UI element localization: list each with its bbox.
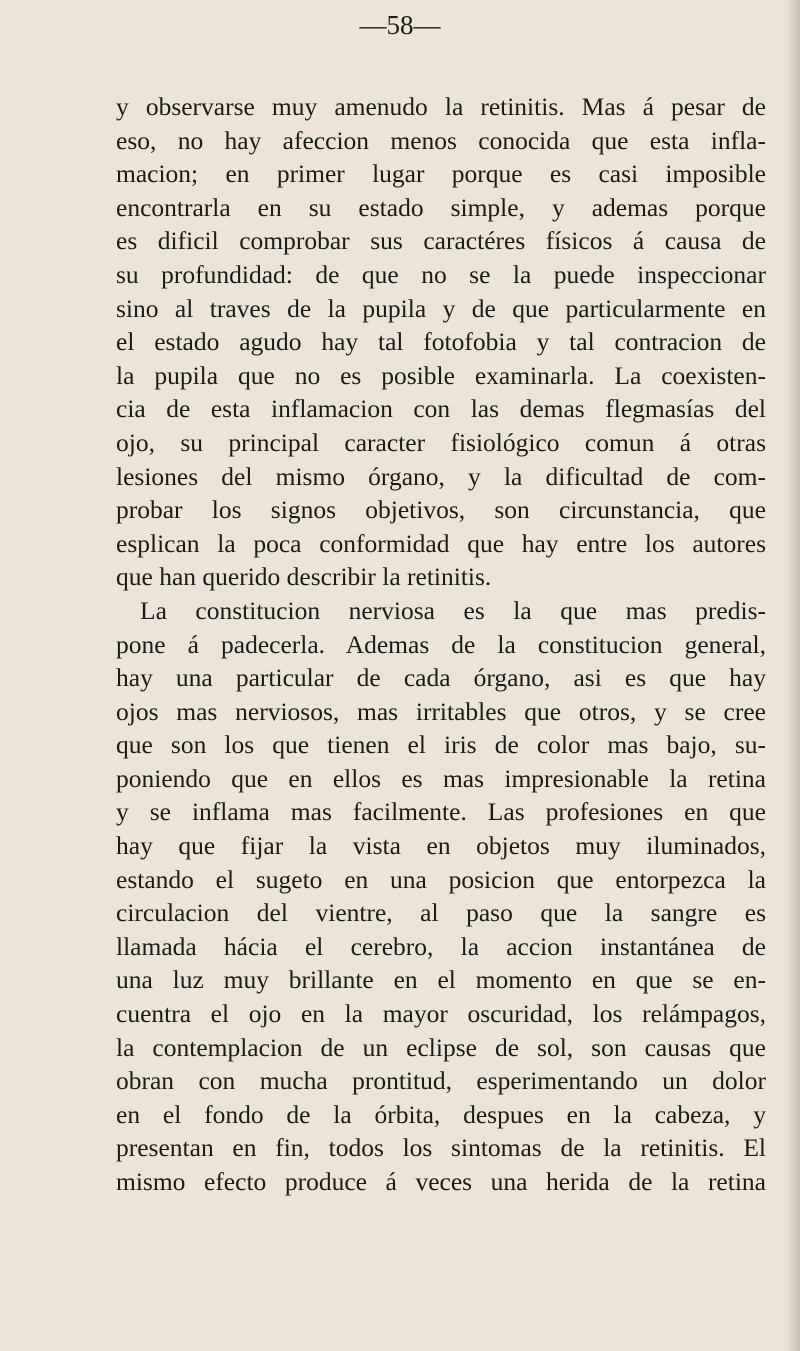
text-line: la pupila que no es posible examinarla. La coexisten- <box>116 360 766 390</box>
text-line: el estado agudo hay tal fotofobia y tal contracion de <box>116 327 766 357</box>
text-line: presentan en fin, todos los sintomas de la retinitis. El <box>116 1133 766 1163</box>
text-line: su profundidad: de que no se la puede inspeccionar <box>116 259 766 289</box>
text-line: cuentra el ojo en la mayor oscuridad, los relámpagos, <box>116 999 766 1029</box>
text-line: llamada hácia el cerebro, la accion instantánea de <box>116 931 766 961</box>
text-line: lesiones del mismo órgano, y la dificultad de com- <box>116 461 766 491</box>
paragraph-end-line: que han querido describir la retinitis. <box>116 562 492 592</box>
text-line: eso, no hay afeccion menos conocida que esta infla- <box>116 125 766 155</box>
text-line: poniendo que en ellos es mas impresionable la retina <box>116 763 766 793</box>
text-line: ojos mas nerviosos, mas irritables que otros, y se cree <box>116 696 766 726</box>
text-line: macion; en primer lugar porque es casi imposible <box>116 159 766 189</box>
text-line: circulacion del vientre, al paso que la sangre es <box>116 898 766 928</box>
text-line: es dificil comprobar sus caractéres físicos á causa de <box>116 226 766 256</box>
page-number: —58— <box>359 10 441 40</box>
paragraph-start-line: La constitucion nerviosa es la que mas predis- <box>140 595 766 625</box>
text-line: en el fondo de la órbita, despues en la cabeza, y <box>116 1099 766 1129</box>
body-text <box>116 90 766 1199</box>
text-line: sino al traves de la pupila y de que particularmente en <box>116 293 766 323</box>
text-line: y se inflama mas facilmente. Las profesiones en que <box>116 797 766 827</box>
text-line: y observarse muy amenudo la retinitis. Mas á pesar de <box>116 92 766 121</box>
text-line: hay una particular de cada órgano, asi es que hay <box>116 663 766 693</box>
page-edge-shadow <box>786 0 800 1351</box>
text-line: la contemplacion de un eclipse de sol, son causas que <box>116 1032 766 1062</box>
text-line: esplican la poca conformidad que hay entre los autores <box>116 528 766 558</box>
text-line: ojo, su principal caracter fisiológico comun á otras <box>116 427 766 457</box>
text-line: probar los signos objetivos, son circunstancia, que <box>116 495 766 525</box>
text-line: encontrarla en su estado simple, y ademas porque <box>116 192 766 222</box>
text-line: pone á padecerla. Ademas de la constitucion general, <box>116 629 766 659</box>
text-line: estando el sugeto en una posicion que entorpezca la <box>116 864 766 894</box>
text-line: hay que fijar la vista en objetos muy iluminados, <box>116 831 766 861</box>
text-line: una luz muy brillante en el momento en que se en- <box>116 965 766 995</box>
text-line: cia de esta inflamacion con las demas flegmasías del <box>116 394 766 424</box>
text-line: obran con mucha prontitud, esperimentando un dolor <box>116 1066 766 1096</box>
text-line: que son los que tienen el iris de color mas bajo, su- <box>116 730 766 760</box>
text-line: mismo efecto produce á veces una herida de la retina <box>116 1167 766 1196</box>
